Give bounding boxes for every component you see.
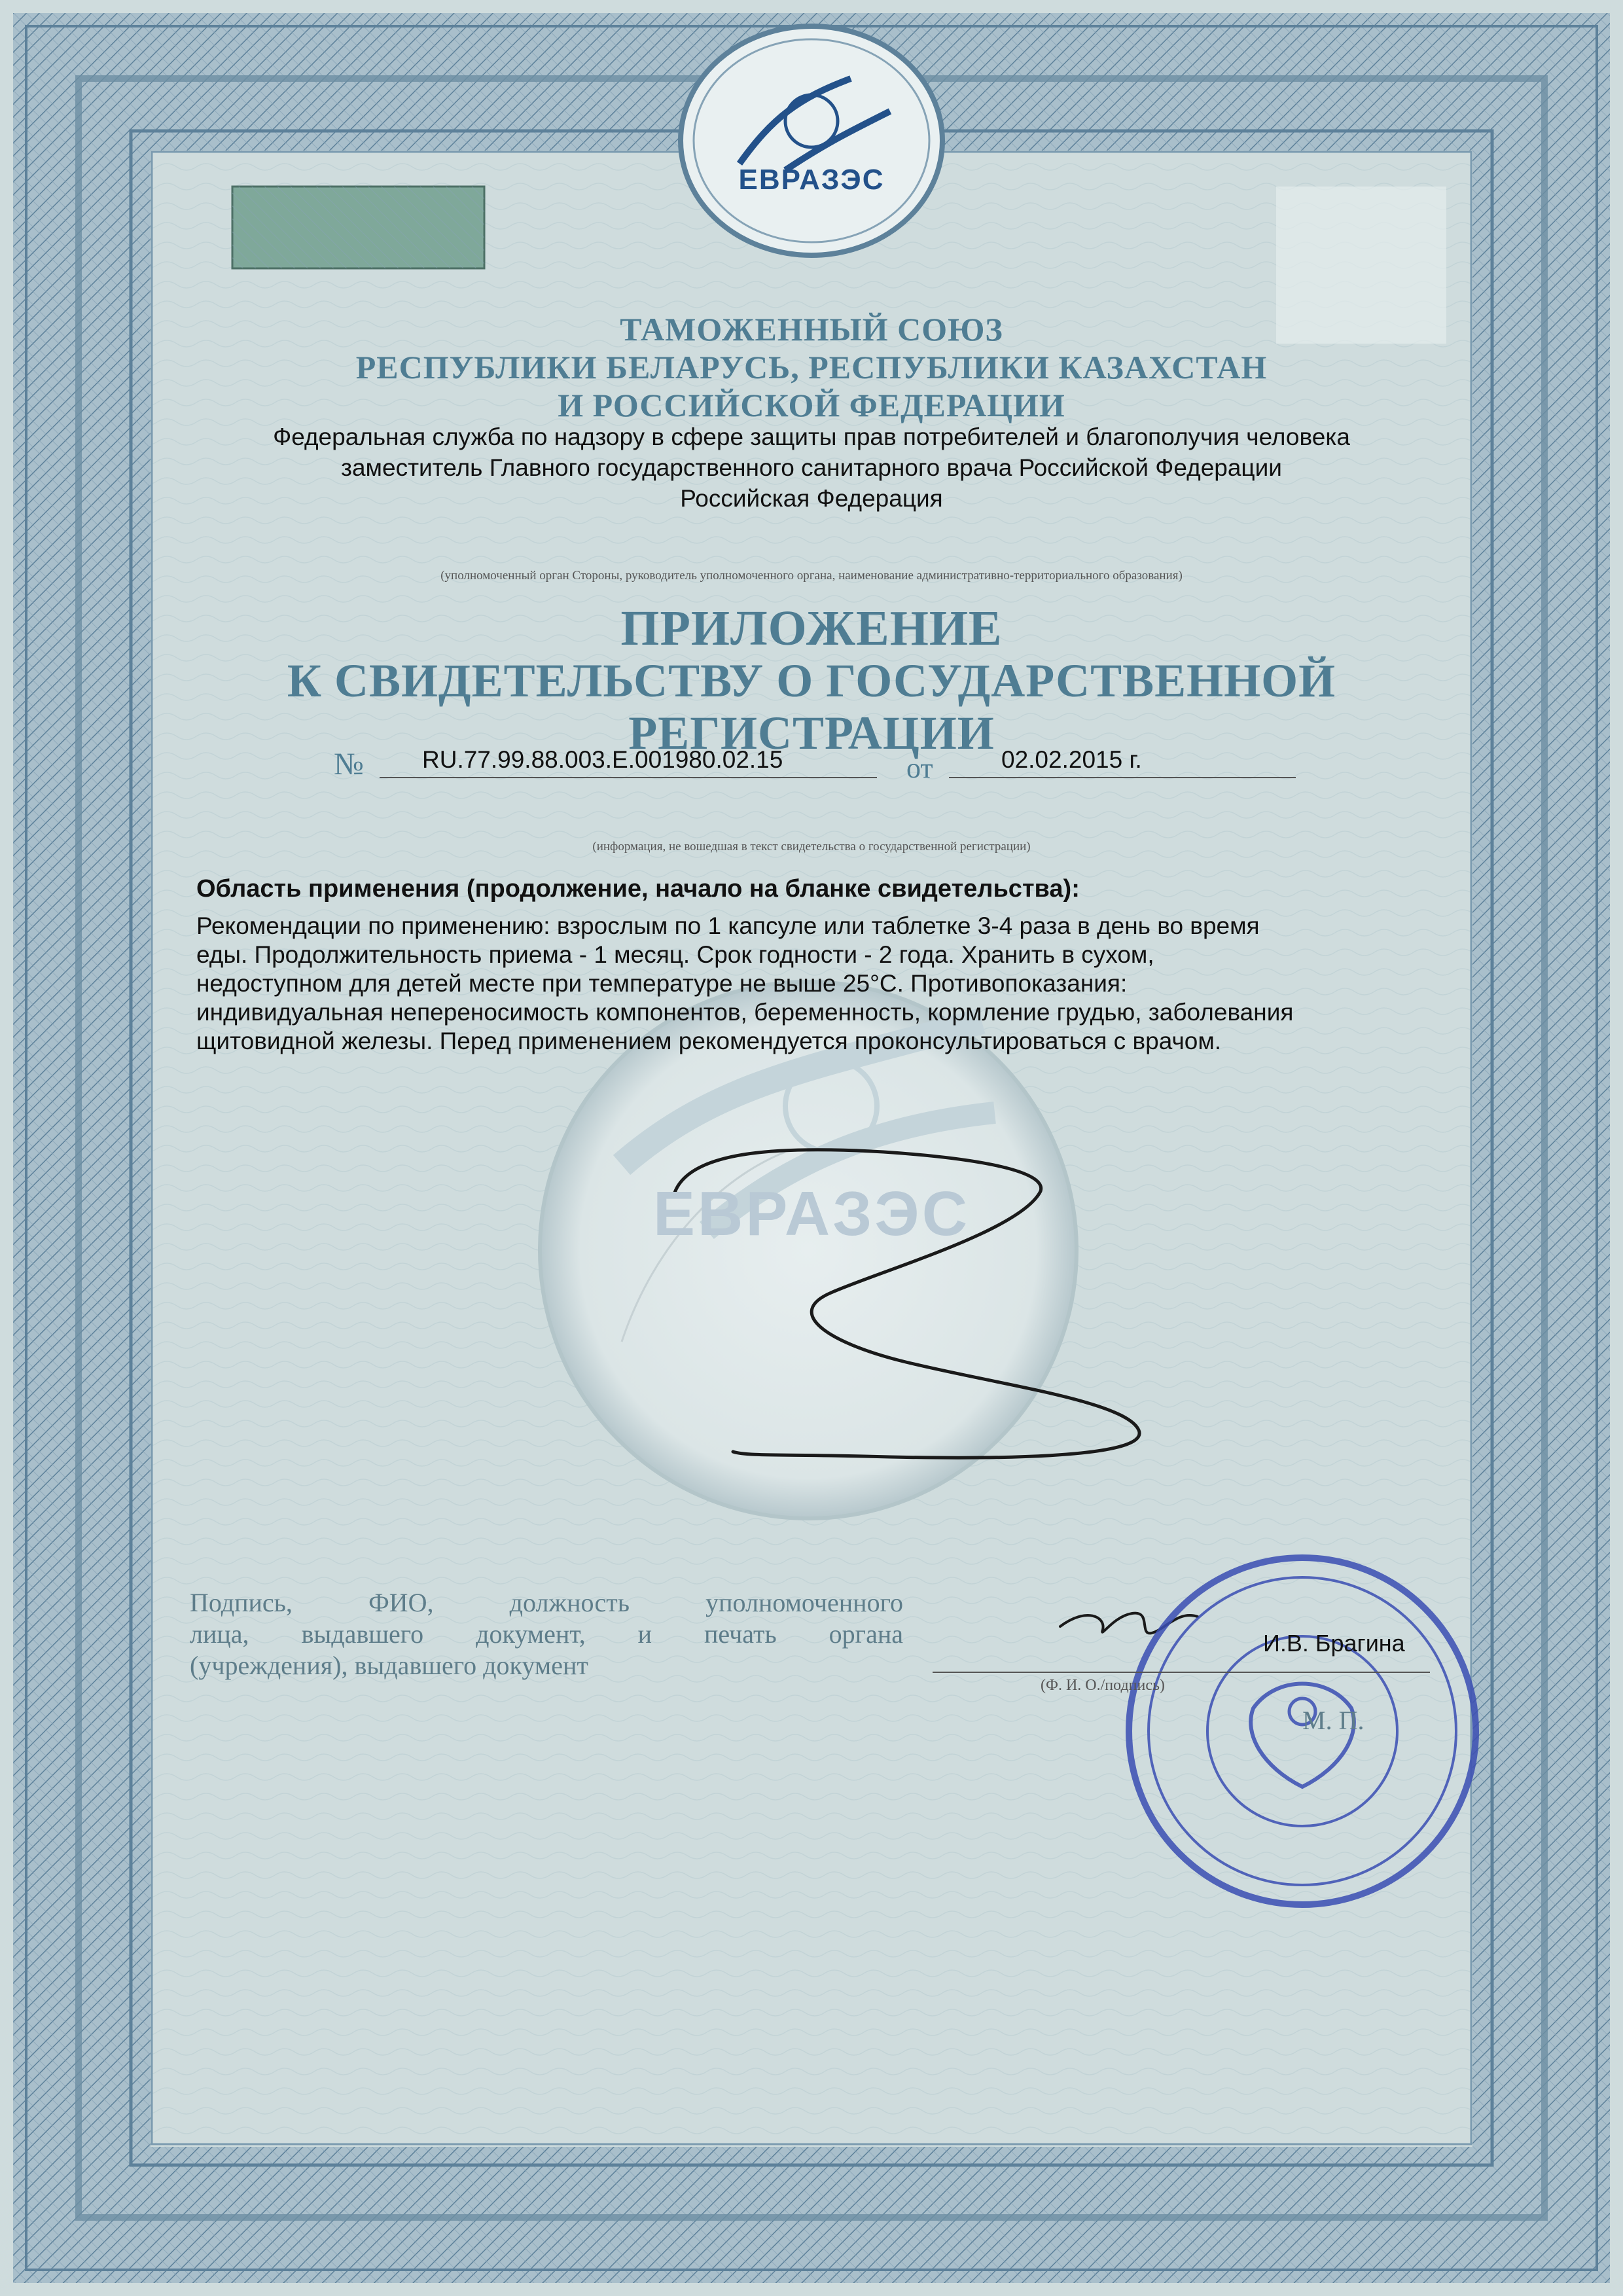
header-states: РЕСПУБЛИКИ БЕЛАРУСЬ, РЕСПУБЛИКИ КАЗАХСТАН (355, 349, 1268, 386)
registration-number: RU.77.99.88.003.Е.001980.02.15 (422, 746, 783, 773)
document-title: ПРИЛОЖЕНИЕ (620, 601, 1003, 656)
scope-line: Рекомендации по применению: взрослым по 1 капсуле или таблетке 3-4 раза в день во время (196, 912, 1260, 939)
date-label: от (906, 752, 933, 784)
header-federation: И РОССИЙСКОЙ ФЕДЕРАЦИИ (558, 387, 1065, 423)
scope-line: недоступном для детей месте при температуре не выше 25°С. Противопоказания: (196, 970, 1128, 997)
scope-line: еды. Продолжительность приема - 1 месяц. Срок годности - 2 года. Хранить в сухом, (196, 941, 1154, 968)
registration-caption: (информация, не вошедшая в текст свидетельства о государственной регистрации) (592, 840, 1031, 853)
header-union: ТАМОЖЕННЫЙ СОЮЗ (620, 311, 1003, 348)
number-underline (380, 776, 877, 778)
number-label: № (334, 747, 364, 781)
authority-name: Федеральная служба по надзору в сфере защиты прав потребителей и благополучия человека (273, 423, 1350, 450)
authority-position: заместитель Главного государственного санитарного врача Российской Федерации (341, 454, 1282, 481)
scope-line: щитовидной железы. Перед применением рекомендуется проконсультироваться с врачом. (196, 1028, 1222, 1054)
authority-country: Российская Федерация (680, 485, 943, 512)
footer-caption-line: лица, выдавшего документ, и печать органа (190, 1619, 903, 1649)
footer-caption-line: Подпись, ФИО, должность уполномоченного (190, 1588, 903, 1617)
signature-underline (933, 1670, 1430, 1673)
registration-date: 02.02.2015 г. (1001, 746, 1142, 773)
watermark-text: ЕВРАЗЭС (652, 1179, 971, 1249)
seal-mark: М. П. (1302, 1706, 1364, 1735)
footer-caption-line: (учреждения), выдавшего документ (190, 1651, 588, 1680)
emblem-text: ЕВРАЗЭС (738, 164, 885, 196)
signer-name: И.В. Брагина (1263, 1630, 1405, 1657)
date-underline (949, 776, 1296, 778)
authority-caption: (уполномоченный орган Стороны, руководитель уполномоченного органа, наименование административно-территориального образования) (440, 569, 1183, 583)
document-subtitle: К СВИДЕТЕЛЬСТВУ О ГОСУДАРСТВЕННОЙ РЕГИСТРАЦИИ (287, 655, 1336, 759)
scope-line: индивидуальная непереносимость компонентов, беременность, кормление грудью, заболевания (196, 999, 1294, 1026)
emblem-badge (681, 26, 942, 255)
signer-caption: (Ф. И. О./подпись) (1041, 1677, 1165, 1694)
scope-heading: Область применения (продолжение, начало на бланке свидетельства): (196, 875, 1080, 903)
